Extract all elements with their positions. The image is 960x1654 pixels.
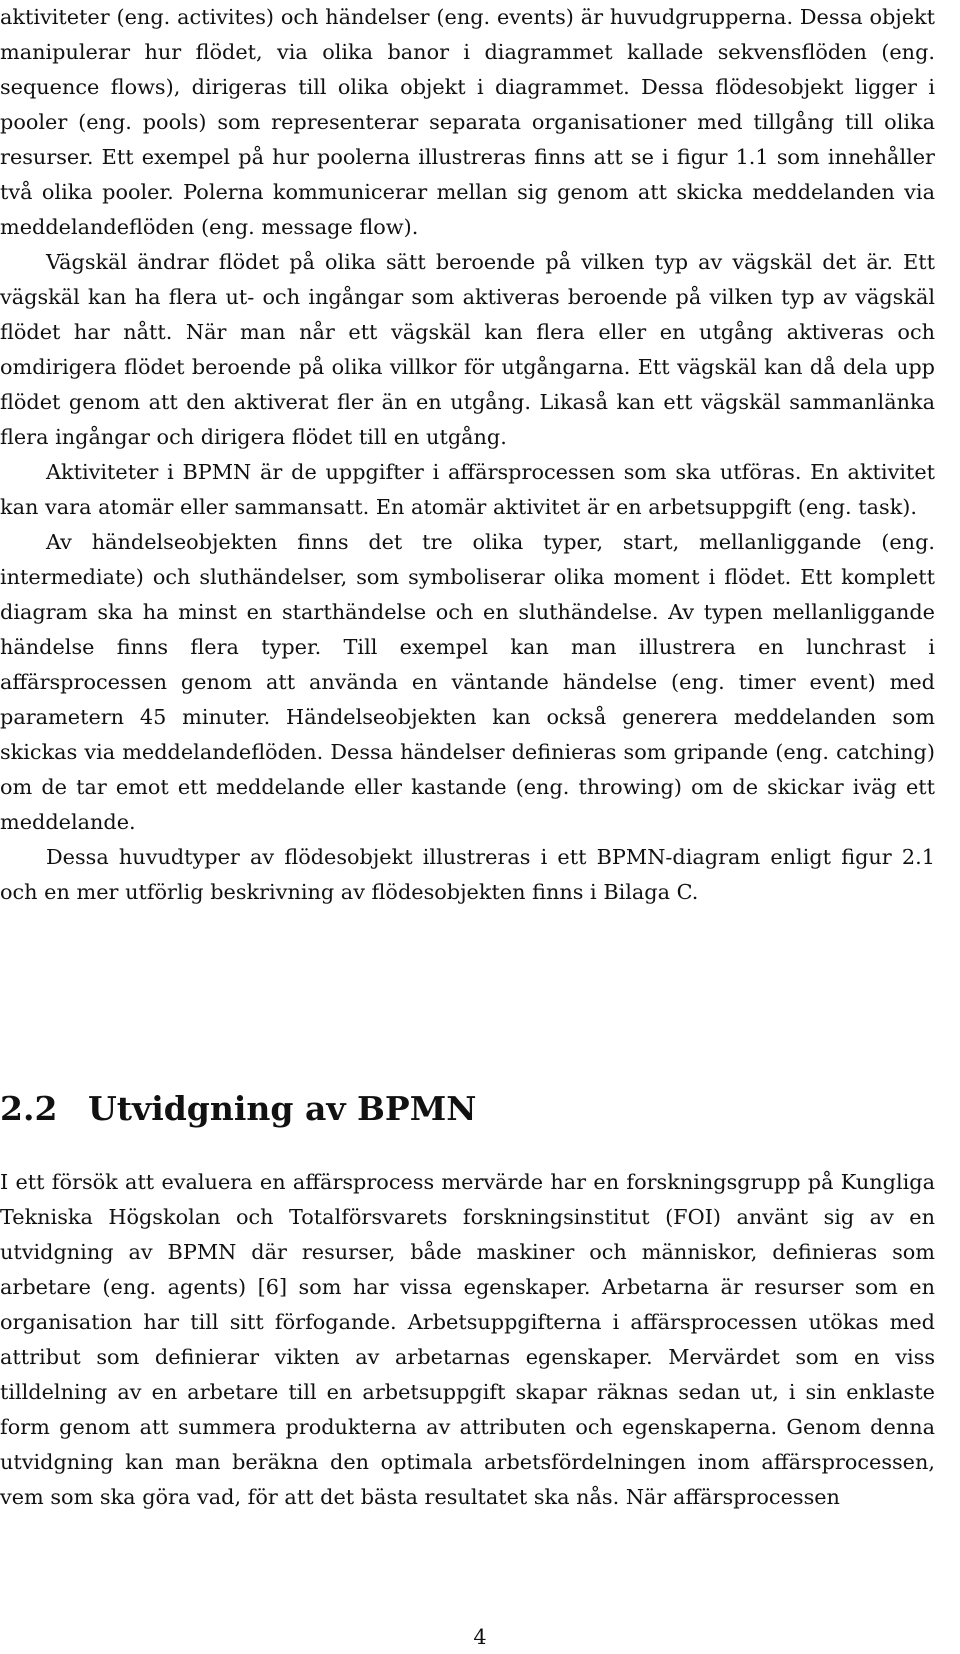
paragraph-activities: Aktiviteter i BPMN är de uppgifter i affärsprocessen som ska utföras. En aktivitet kan vara atomär eller sammansatt. En atomär aktivitet är en arbetsuppgift (eng. task). <box>0 460 935 519</box>
paragraph-gateways: Vägskäl ändrar flödet på olika sätt beroende på vilken typ av vägskäl det är. Ett vägskäl kan ha flera ut- och ingångar som aktiveras beroende på vilken typ av vägskäl flödet har nått. När man når ett vägskäl kan flera eller en utgång aktiveras och omdirigera flödet beroende på olika villkor för utgångarna. Ett vägskäl kan då dela upp flödet genom att den aktiverat fler än en utgång. Likaså kan ett vägskäl sammanlänka flera ingångar och dirigera flödet till en utgång. <box>0 250 935 449</box>
paragraph-figure-reference: Dessa huvudtyper av flödesobjekt illustreras i ett BPMN-diagram enligt figur 2.1 och en mer utförlig beskrivning av flödesobjekten finns i Bilaga C. <box>0 845 935 904</box>
page-number: 4 <box>473 1625 487 1649</box>
section-number: 2.2 <box>0 1089 58 1128</box>
paragraph-events: Av händelseobjekten finns det tre olika typer, start, mellanliggande (eng. intermediate) och sluthändelser, som symboliserar olika moment i flödet. Ett komplett diagram ska ha minst en starthändelse och en sluthändelse. Av typen mellanliggande händelse finns flera typer. Till exempel kan man illustrera en lunchrast i affärsprocessen genom att använda en väntande händelse (eng. timer event) med parametern 45 minuter. Händelseobjekten kan också generera meddelanden som skickas via meddelandeflöden. Dessa händelser definieras som gripande (eng. catching) om de tar emot ett meddelande eller kastande (eng. throwing) om de skickar iväg ett meddelande. <box>0 530 935 834</box>
section-heading <box>0 1086 935 1132</box>
paragraph-bpmn-extension: I ett försök att evaluera en affärsprocess mervärde har en forskningsgrupp på Kungliga Tekniska Högskolan och Totalförsvarets forskningsinstitut (FOI) använt sig av en utvidgning av BPMN där resurser, både maskiner och människor, definieras som arbetare (eng. agents) [6] som har vissa egenskaper. Arbetarna är resurser som en organisation har till sitt förfogande. Arbetsuppgifterna i affärsprocessen utökas med attribut som definierar vikten av arbetarnas egenskaper. Mervärdet som en viss tilldelning av en arbetare till en arbetsuppgift skapar räknas sedan ut, i sin enklaste form genom att summera produkterna av attributen och egenskaperna. Genom denna utvidgning kan man beräkna den optimala arbetsfördelningen inom affärsprocessen, vem som ska göra vad, för att det bästa resultatet ska nås. När affärsprocessen <box>0 1170 935 1509</box>
paragraph-flow-objects: aktiviteter (eng. activites) och händelser (eng. events) är huvudgrupperna. Dessa objekt manipulerar hur flödet, via olika banor i diagrammet kallade sekvensflöden (eng. sequence flows), dirigeras till olika objekt i diagrammet. Dessa flödesobjekt ligger i pooler (eng. pools) som representerar separata organisationer med tillgång till olika resurser. Ett exempel på hur poolerna illustreras finns att se i figur 1.1 som innehåller två olika pooler. Polerna kommunicerar mellan sig genom att skicka meddelanden via meddelandeflöden (eng. message flow). <box>0 5 935 239</box>
section-body <box>0 1165 935 1515</box>
section-title: Utvidgning av BPMN <box>88 1089 477 1128</box>
